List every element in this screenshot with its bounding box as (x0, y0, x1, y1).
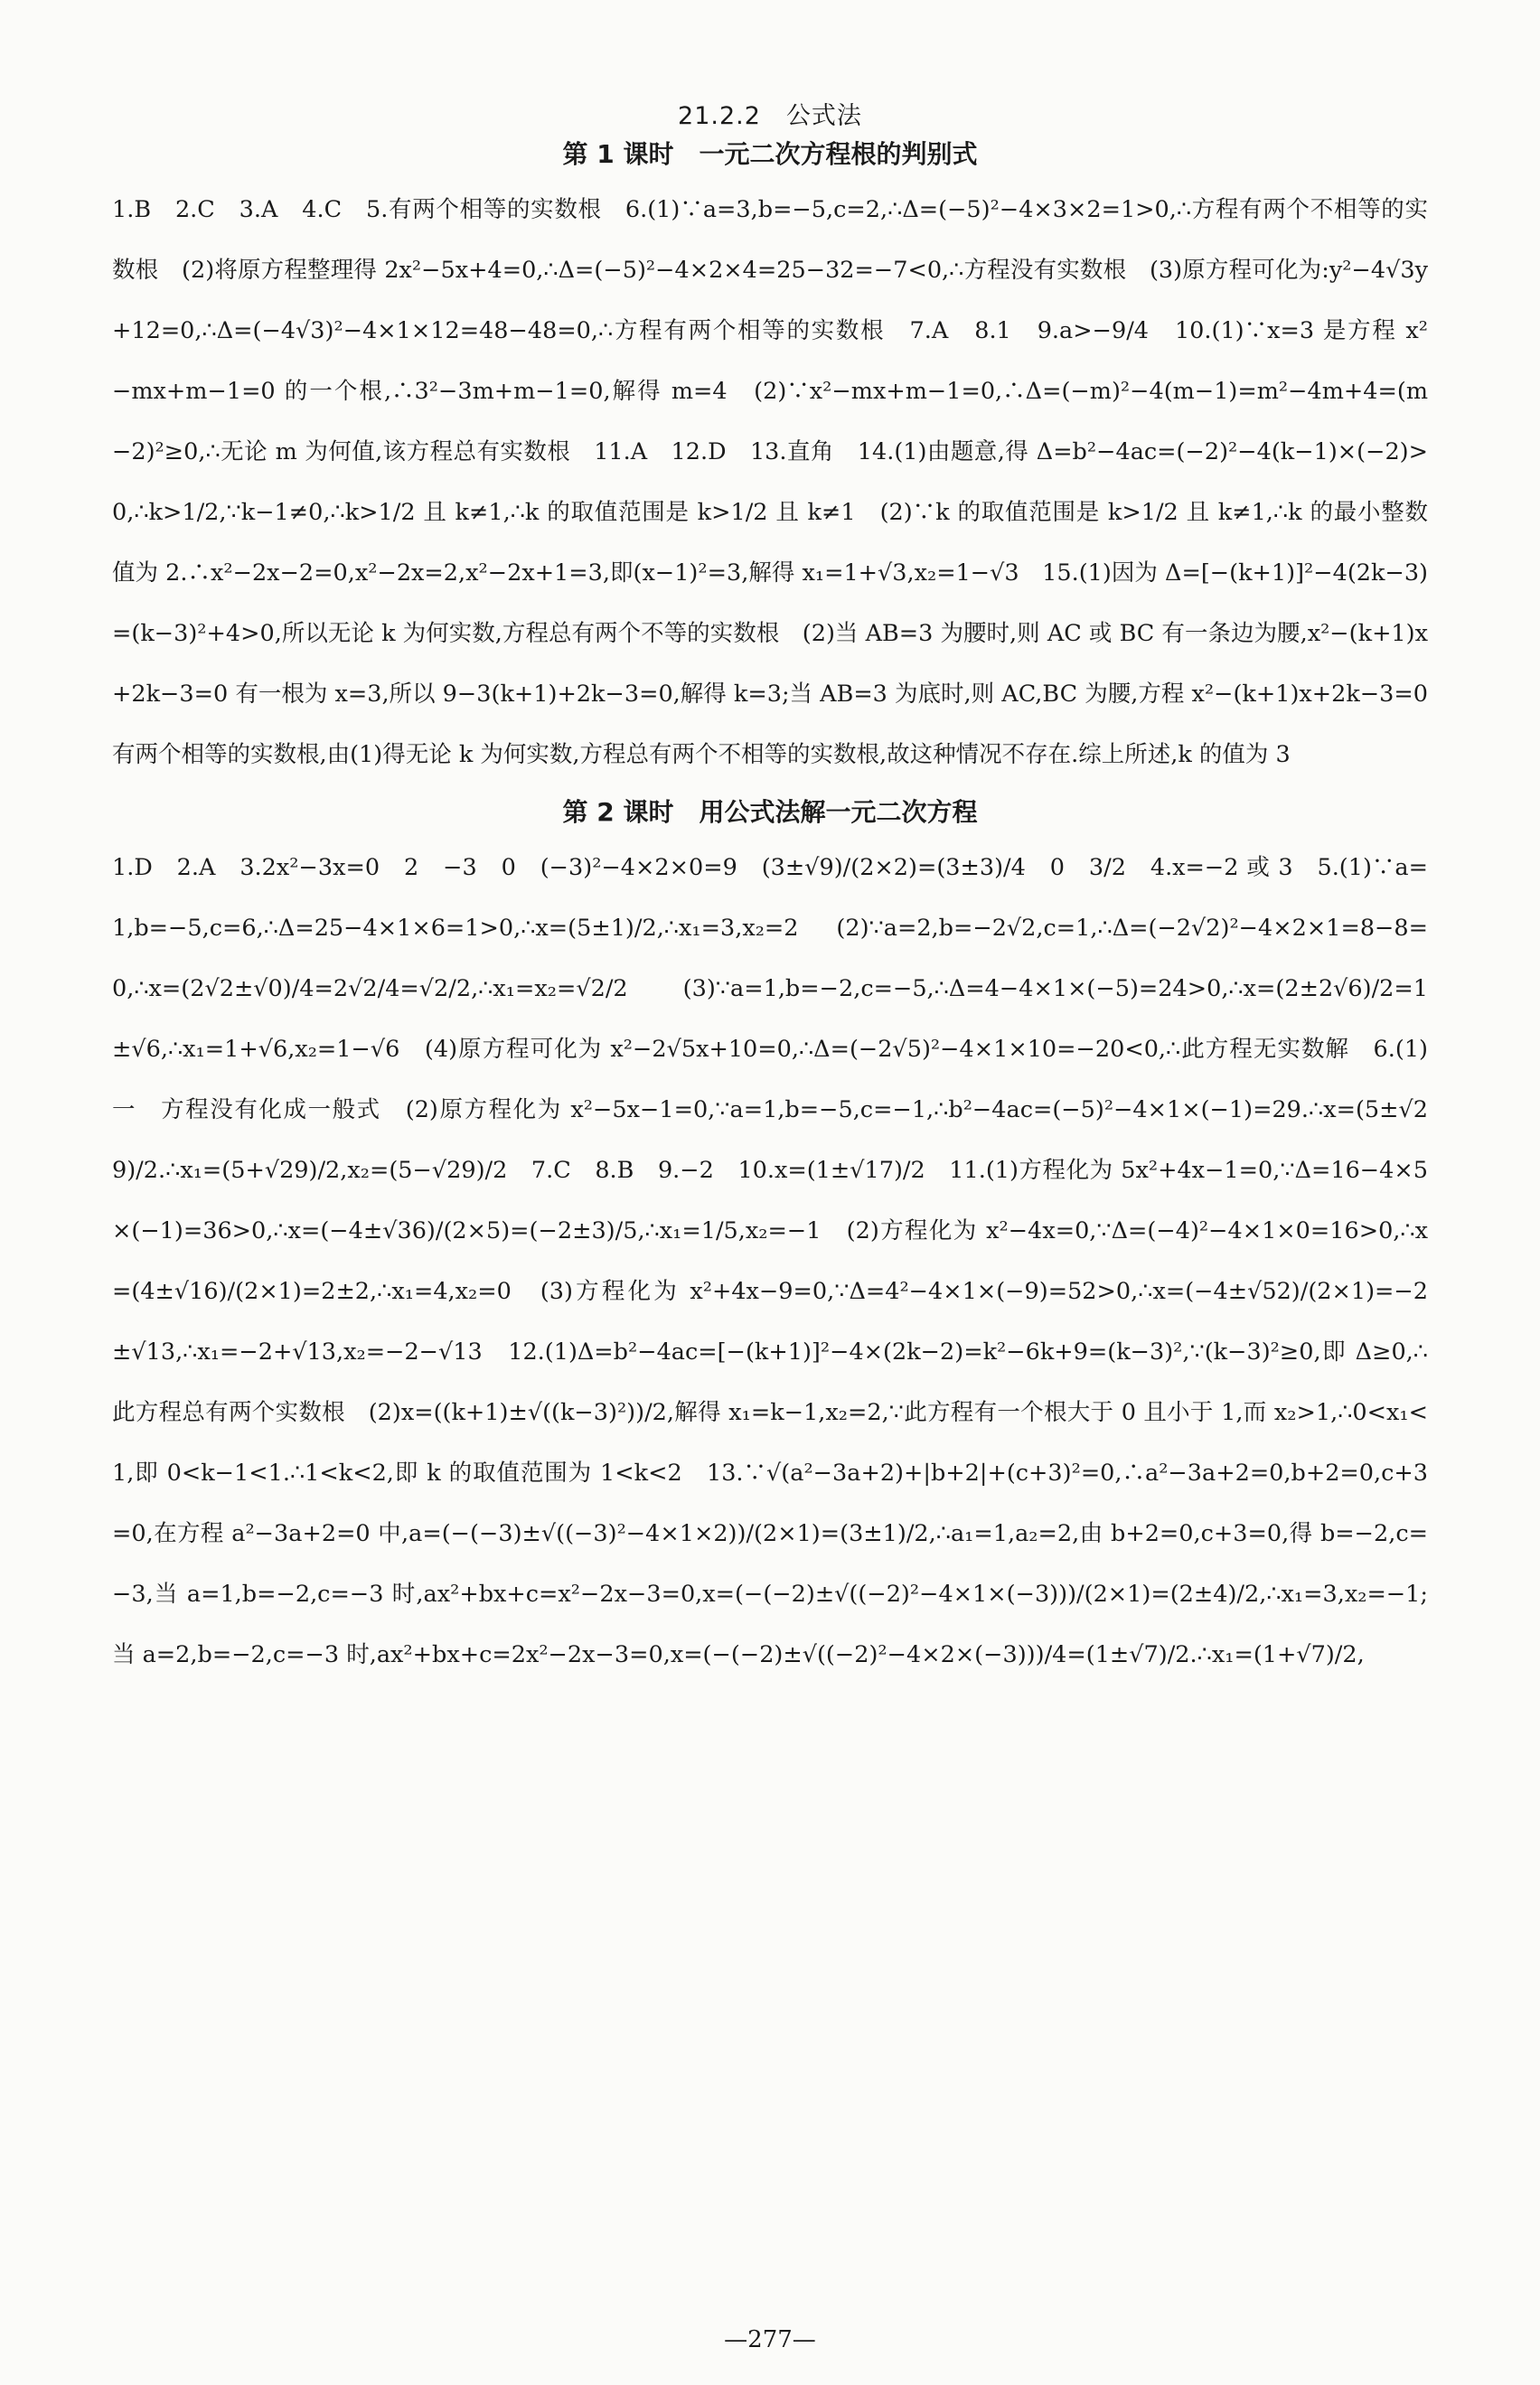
lesson-1-title: 第 1 课时 一元二次方程根的判别式 (562, 139, 978, 169)
lesson-1-answers: 1.B 2.C 3.A 4.C 5.有两个相等的实数根 6.(1)∵a=3,b=−5,c=2,∴Δ=(−5)²−4×3×2=1>0,∴方程有两个不相等的实数根 (2)将原方程整理得 2x²−5x+4=0,∴Δ=(−5)²−4×2×4=25−32=−7<0,∴方程没有实数根 (3)原方程可化为:y²−4√3y+12=0,∴Δ=(−4√3)²−4×1×12=48−48=0,∴方程有两个相等的实数根 7.A 8.1 9.a>−9/4 10.(1)∵x=3 是方程 x²−mx+m−1=0 的一个根,∴3²−3m+m−1=0,解得 m=4 (2)∵x²−mx+m−1=0,∴Δ=(−m)²−4(m−1)=m²−4m+4=(m−2)²≥0,∴无论 m 为何值,该方程总有实数根 11.A 12.D 13.直角 14.(1)由题意,得 Δ=b²−4ac=(−2)²−4(k−1)×(−2)>0,∴k>1/2,∵k−1≠0,∴k>1/2 且 k≠1,∴k 的取值范围是 k>1/2 且 k≠1 (2)∵k 的取值范围是 k>1/2 且 k≠1,∴k 的最小整数值为 2.∴x²−2x−2=0,x²−2x=2,x²−2x+1=3,即(x−1)²=3,解得 x₁=1+√3,x₂=1−√3 15.(1)因为 Δ=[−(k+1)]²−4(2k−3)=(k−3)²+4>0,所以无论 k 为何实数,方程总有两个不等的实数根 (2)当 AB=3 为腰时,则 AC 或 BC 有一条边为腰,x²−(k+1)x+2k−3=0 有一根为 x=3,所以 9−3(k+1)+2k−3=0,解得 k=3;当 AB=3 为底时,则 AC,BC 为腰,方程 x²−(k+1)x+2k−3=0 有两个相等的实数根,由(1)得无论 k 为何实数,方程总有两个不相等的实数根,故这种情况不存在.综上所述,k 的值为 3 (112, 196, 1428, 768)
page-number: —277— (724, 2326, 816, 2353)
lesson-2-answers: 1.D 2.A 3.2x²−3x=0 2 −3 0 (−3)²−4×2×0=9 (3±√9)/(2×2)=(3±3)/4 0 3/2 4.x=−2 或 3 5.(1)∵a=1,b=−5,c=6,∴Δ=25−4×1×6=1>0,∴x=(5±1)/2,∴x₁=3,x₂=2 (2)∵a=2,b=−2√2,c=1,∴Δ=(−2√2)²−4×2×1=8−8=0,∴x=(2√2±√0)/4=2√2/4=√2/2,∴x₁=x₂=√2/2 (3)∵a=1,b=−2,c=−5,∴Δ=4−4×1×(−5)=24>0,∴x=(2±2√6)/2=1±√6,∴x₁=1+√6,x₂=1−√6 (4)原方程可化为 x²−2√5x+10=0,∴Δ=(−2√5)²−4×1×10=−20<0,∴此方程无实数解 6.(1)一 方程没有化成一般式 (2)原方程化为 x²−5x−1=0,∵a=1,b=−5,c=−1,∴b²−4ac=(−5)²−4×1×(−1)=29.∴x=(5±√29)/2.∴x₁=(5+√29)/2,x₂=(5−√29)/2 7.C 8.B 9.−2 10.x=(1±√17)/2 11.(1)方程化为 5x²+4x−1=0,∵Δ=16−4×5×(−1)=36>0,∴x=(−4±√36)/(2×5)=(−2±3)/5,∴x₁=1/5,x₂=−1 (2)方程化为 x²−4x=0,∵Δ=(−4)²−4×1×0=16>0,∴x=(4±√16)/(2×1)=2±2,∴x₁=4,x₂=0 (3)方程化为 x²+4x−9=0,∵Δ=4²−4×1×(−9)=52>0,∴x=(−4±√52)/(2×1)=−2±√13,∴x₁=−2+√13,x₂=−2−√13 12.(1)Δ=b²−4ac=[−(k+1)]²−4×(2k−2)=k²−6k+9=(k−3)²,∵(k−3)²≥0,即 Δ≥0,∴此方程总有两个实数根 (2)x=((k+1)±√((k−3)²))/2,解得 x₁=k−1,x₂=2,∵此方程有一个根大于 0 且小于 1,而 x₂>1,∴0<x₁<1,即 0<k−1<1.∴1<k<2,即 k 的取值范围为 1<k<2 13.∵√(a²−3a+2)+|b+2|+(c+3)²=0,∴a²−3a+2=0,b+2=0,c+3=0,在方程 a²−3a+2=0 中,a=(−(−3)±√((−3)²−4×1×2))/(2×1)=(3±1)/2,∴a₁=1,a₂=2,由 b+2=0,c+3=0,得 b=−2,c=−3,当 a=1,b=−2,c=−3 时,ax²+bx+c=x²−2x−3=0,x=(−(−2)±√((−2)²−4×1×(−3)))/(2×1)=(2±4)/2,∴x₁=3,x₂=−1;当 a=2,b=−2,c=−3 时,ax²+bx+c=2x²−2x−3=0,x=(−(−2)±√((−2)²−4×2×(−3)))/4=(1±√7)/2.∴x₁=(1+√7)/2, (112, 854, 1428, 1668)
section-title: 21.2.2 公式法 (678, 102, 862, 130)
lesson-2-title: 第 2 课时 用公式法解一元二次方程 (562, 797, 978, 827)
